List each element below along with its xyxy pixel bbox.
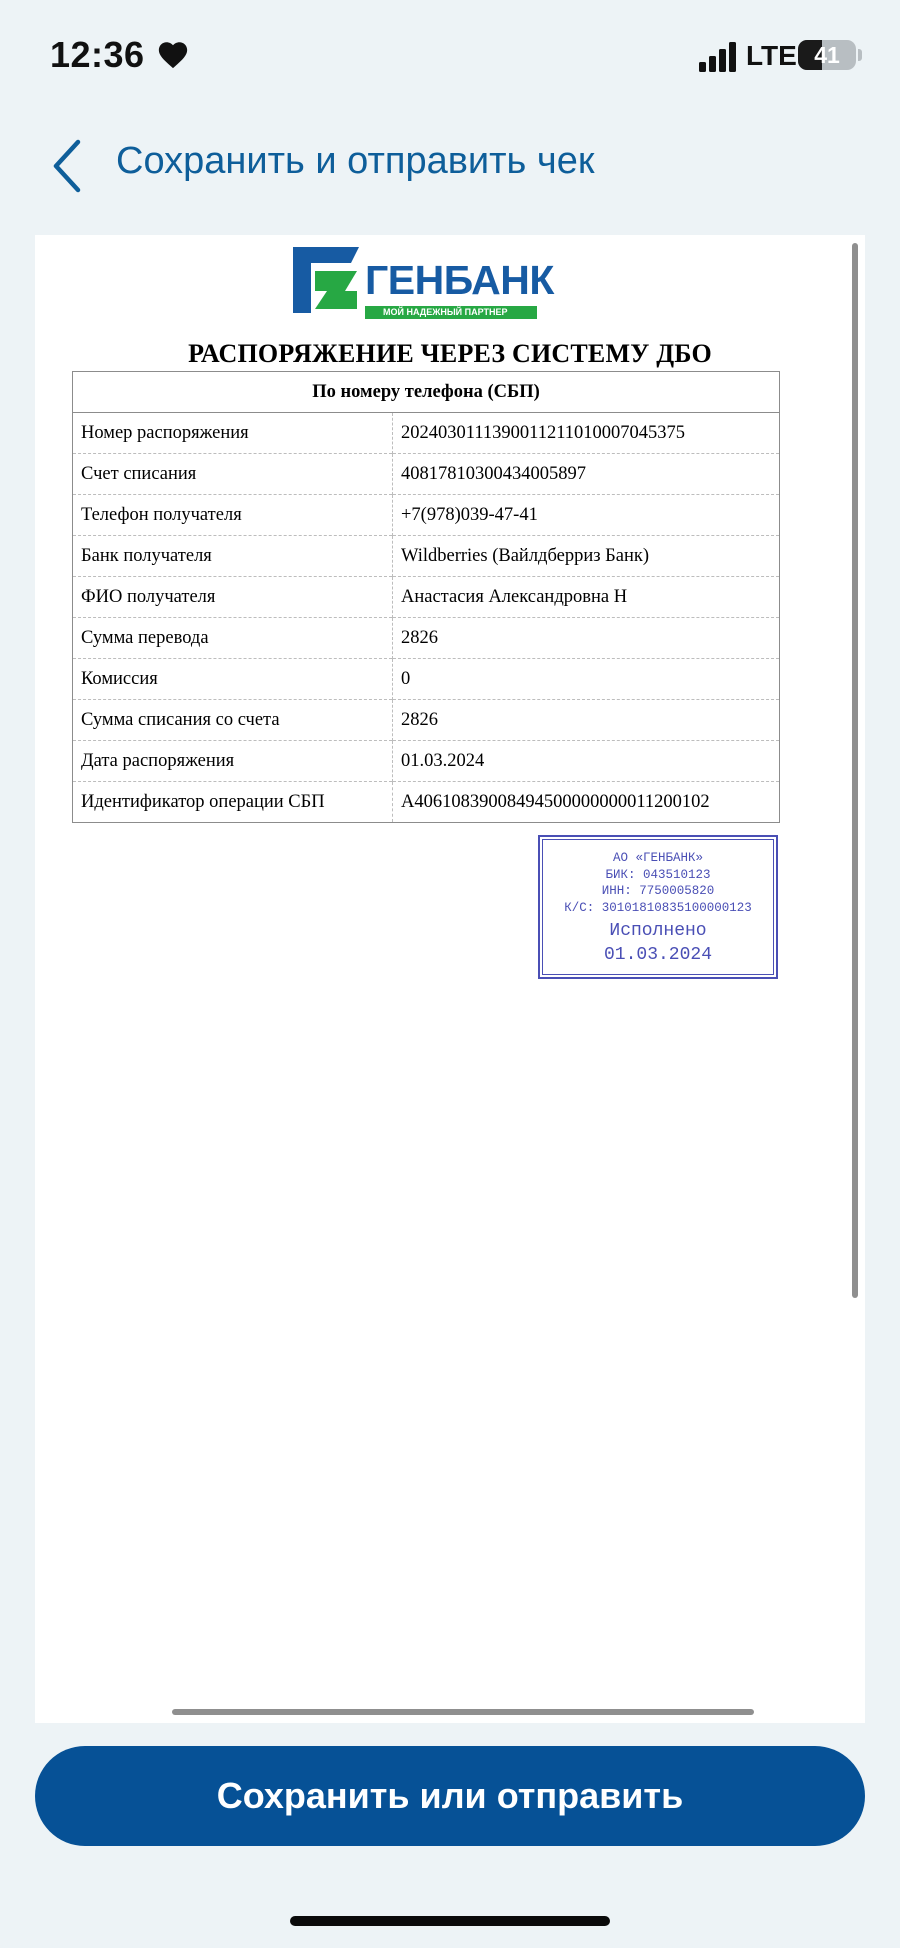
stamp-ks: К/С: 30101810835100000123 bbox=[564, 900, 752, 915]
status-bar bbox=[0, 0, 900, 110]
row-label: Банк получателя bbox=[73, 536, 393, 577]
row-label: Идентификатор операции СБП bbox=[73, 782, 393, 823]
table-row bbox=[73, 659, 780, 700]
row-label: Сумма списания со счета bbox=[73, 700, 393, 741]
heart-icon bbox=[156, 38, 190, 72]
page-title: Сохранить и отправить чек bbox=[116, 140, 595, 182]
row-label: Телефон получателя bbox=[73, 495, 393, 536]
stamp-inner-border bbox=[542, 839, 774, 975]
cellular-signal-icon bbox=[698, 42, 738, 72]
table-row bbox=[73, 577, 780, 618]
stamp-inn: ИНН: 7750005820 bbox=[601, 884, 715, 898]
row-value: 2826 bbox=[393, 700, 780, 741]
row-label: Комиссия bbox=[73, 659, 393, 700]
row-value: Wildberries (Вайлдберриз Банк) bbox=[393, 536, 780, 577]
home-indicator[interactable] bbox=[290, 1916, 610, 1926]
bank-logo-tagline: МОЙ НАДЕЖНЫЙ ПАРТНЕР bbox=[365, 306, 537, 319]
horizontal-scrollbar[interactable] bbox=[172, 1709, 754, 1715]
battery-tip bbox=[858, 49, 862, 61]
row-value: +7(978)039-47-41 bbox=[393, 495, 780, 536]
row-value: 01.03.2024 bbox=[393, 741, 780, 782]
table-row bbox=[73, 413, 780, 454]
document-title: РАСПОРЯЖЕНИЕ ЧЕРЕЗ СИСТЕМУ ДБО bbox=[188, 339, 712, 368]
row-label: Номер распоряжения bbox=[73, 413, 393, 454]
row-value: 0 bbox=[393, 659, 780, 700]
table-row bbox=[73, 782, 780, 823]
stamp-bank-name: АО «ГЕНБАНК» bbox=[612, 851, 703, 865]
vertical-scrollbar[interactable] bbox=[852, 243, 858, 1298]
stamp-date: 01.03.2024 bbox=[603, 945, 713, 965]
table-row bbox=[73, 618, 780, 659]
row-value: 2024030111390011211010007045375 bbox=[401, 422, 686, 443]
network-type: LTE bbox=[746, 40, 797, 71]
row-label: Сумма перевода bbox=[73, 618, 393, 659]
clock-time: 12:36 bbox=[50, 34, 145, 75]
back-chevron-icon[interactable] bbox=[48, 136, 88, 196]
bank-logo-mark-icon bbox=[293, 243, 359, 313]
battery-percentage: 41 bbox=[814, 42, 840, 68]
bank-logo-name: ГЕНБАНК bbox=[365, 257, 554, 303]
row-label: Счет списания bbox=[73, 454, 393, 495]
table-header: По номеру телефона (СБП) bbox=[73, 372, 780, 413]
stamp-bik: БИК: 043510123 bbox=[605, 867, 711, 882]
receipt-document bbox=[35, 235, 865, 1723]
row-label: Дата распоряжения bbox=[73, 741, 393, 782]
table-row bbox=[73, 700, 780, 741]
details-table bbox=[72, 371, 780, 823]
battery-icon bbox=[798, 40, 856, 70]
table-row bbox=[73, 495, 780, 536]
row-label: ФИО получателя bbox=[73, 577, 393, 618]
table-row bbox=[73, 741, 780, 782]
table-row bbox=[73, 454, 780, 495]
bank-logo bbox=[293, 243, 553, 325]
stamp-status: Исполнено bbox=[609, 921, 707, 941]
row-value: 40817810300434005897 bbox=[393, 454, 780, 495]
row-value: Анастасия Александровна Н bbox=[393, 577, 780, 618]
table-row bbox=[73, 536, 780, 577]
row-value: A40610839008494500000000011200102 bbox=[393, 782, 780, 823]
row-value: 2826 bbox=[393, 618, 780, 659]
bank-stamp bbox=[538, 835, 778, 979]
save-or-send-button[interactable]: Сохранить или отправить bbox=[35, 1746, 865, 1846]
